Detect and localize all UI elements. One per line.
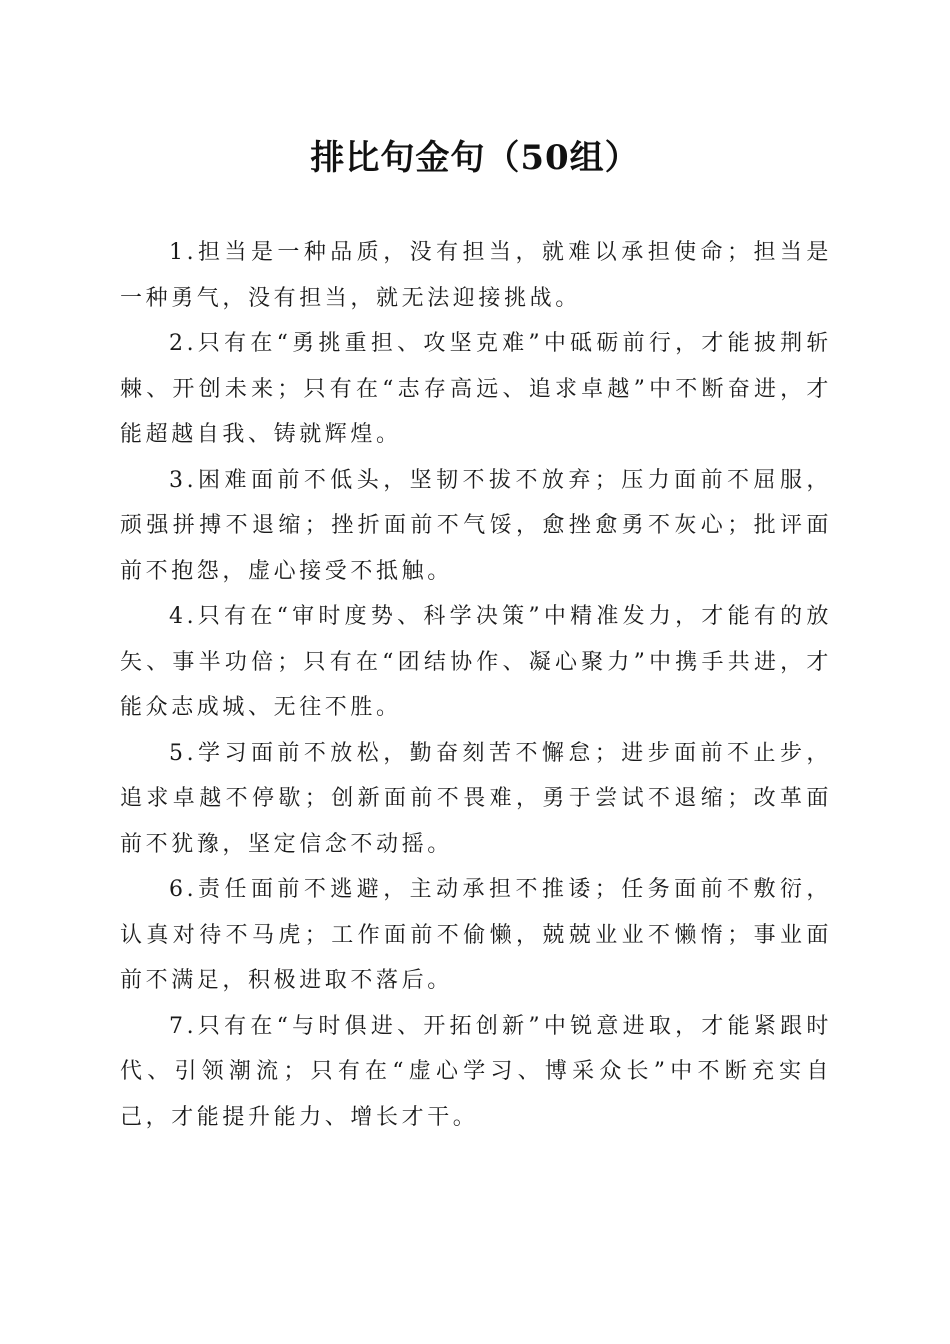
document-title: 排比句金句（50组） bbox=[310, 138, 640, 178]
paragraph-4: 4.只有在“审时度势、科学决策”中精准发力，才能有的放矢、事半功倍；只有在“团结协作、凝心聚力”中携手共进，才能众志成城、无往不胜。 bbox=[120, 604, 832, 720]
paragraph-5: 5.学习面前不放松，勤奋刻苦不懈怠；进步面前不止步，追求卓越不停歇；创新面前不畏难，勇于尝试不退缩；改革面前不犹豫，坚定信念不动摇。 bbox=[120, 740, 832, 857]
paragraph-6: 6.责任面前不逃避，主动承担不推诿；任务面前不敷衍，认真对待不马虎；工作面前不偷懒，兢兢业业不懒惰；事业面前不满足，积极进取不落后。 bbox=[120, 877, 832, 993]
paragraph-7: 7.只有在“与时俱进、开拓创新”中锐意进取，才能紧跟时代、引领潮流；只有在“虚心学习、博采众长”中不断充实自己，才能提升能力、增长才干。 bbox=[120, 1013, 832, 1130]
paragraph-2: 2.只有在“勇挑重担、攻坚克难”中砥砺前行，才能披荆斩棘、开创未来；只有在“志存高远、追求卓越”中不断奋进，才能超越自我、铸就辉煌。 bbox=[120, 331, 832, 447]
paragraph-1: 1.担当是一种品质，没有担当，就难以承担使命；担当是一种勇气，没有担当，就无法迎接挑战。 bbox=[120, 240, 832, 311]
paragraph-3: 3.困难面前不低头，坚韧不拔不放弃；压力面前不屈服，顽强拼搏不退缩；挫折面前不气馁，愈挫愈勇不灰心；批评面前不抱怨，虚心接受不抵触。 bbox=[120, 467, 832, 584]
document-body bbox=[120, 230, 832, 1140]
